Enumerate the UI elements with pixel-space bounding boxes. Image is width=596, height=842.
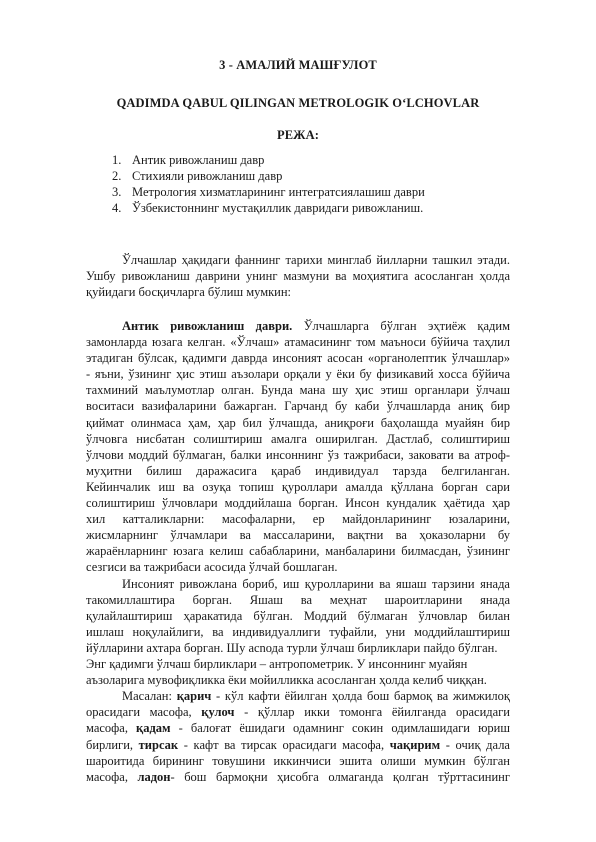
plan-item-number: 4. [112, 201, 122, 215]
text-line: жисмларнинг ўлчамлари ва массаларини, вақтни ва ҳоказоларни бу [86, 528, 510, 543]
text-line: замонларда юзага келган. «Ўлчаш» атамасининг том маъноси бўйича таҳлил [86, 335, 510, 350]
plan-item [112, 200, 425, 216]
text-line: Ўлчашлар ҳақидаги фаннинг тарихи минглаб йилларни ташкил этади. [122, 253, 510, 267]
plan-item [112, 152, 425, 168]
plan-item-number: 2. [112, 169, 122, 183]
plan-item-text: Ўзбекистоннинг мустақиллик давридаги ривожланиш. [132, 201, 424, 215]
plan-item [112, 168, 425, 184]
text-line: орасидаги масофа, қулоч - қўллар икки томонга ёйилганда орасидаги [86, 705, 510, 720]
text-line: Энг қадимги ўлчаш бирликлари – антропометрик. У инсоннинг муайян [86, 657, 468, 672]
term-qadam: қадам [136, 721, 171, 736]
paragraph-development [86, 576, 510, 689]
text-line: муҳитни билиш даражасига қараб индивидуал тарзда белгиланган. [86, 463, 510, 478]
text-line: шароитида бирининг товушини иккинчиси эшита олиши мумкин бўлган [86, 753, 510, 768]
text-line: масофа, ладон- бош бармоқни ҳисобга олмаганда қолган тўрттасининг [86, 769, 510, 784]
text-line: такомиллаштира борган. Яшаш ва меҳнат шароитларини янада [86, 592, 510, 607]
lesson-heading: 3 - АМАЛИЙ МАШҒУЛОТ [219, 58, 377, 72]
term-chaqirim: чақирим [389, 737, 441, 752]
text-line: Инсоният ривожлана бориб, иш қуролларини ва яшаш тарзини янада [122, 576, 510, 591]
text-line: қулайлаштириш ҳаракатида бўлган. Моддий бўлмаган ўлчовлар билан [86, 608, 510, 623]
text-line: йўлларини ахтара борган. Шу асnода турли ўлчаш бирликлари пайдо бўлган. [86, 640, 498, 655]
term-ladon: ладон [137, 769, 171, 784]
text-line: - яъни, ўзининг ҳис этиш аъзолари орқали у ёки бу физикавий хосса бўйича [86, 367, 510, 382]
plan-title: РЕЖА: [276, 128, 320, 142]
plan-list [112, 152, 425, 216]
text-line: ишлаш ноқулайлиги, ва индивидуаллиги туфайли, уни моддийлаштириш [86, 624, 510, 639]
plan-item [112, 184, 425, 200]
text-line: қиймат олинмаса ҳам, ҳар бил ўлчашда, аниқроғи баҳолашда муайян бир [86, 415, 510, 430]
text-line: хил катталикларни: масофаларни, ер майдонларининг юзаларини, [86, 512, 510, 527]
text-line: жараёнларнинг юзага келиш сабабларини, манбаларини билмасдан, ўзининг [86, 544, 510, 559]
term-tirsak: тирсак [138, 737, 179, 752]
term-qulach: қулоч [201, 705, 235, 720]
plan-item-text: Стихияли ривожланиш давр [132, 169, 283, 183]
text-line: ўлчовга нисбатан солиштириш амалга оширилган. Дастлаб, солиштириш [86, 431, 510, 446]
section-antique-period [86, 318, 510, 576]
plan-item-number: 1. [112, 153, 122, 167]
plan-item-number: 3. [112, 185, 122, 199]
text-line: Кейинчалик иш ва озуқа топиш қуроллари амалда қўллана борган сари [86, 479, 510, 494]
paragraph-examples [86, 688, 510, 785]
text-line: масофа, қадам - балоғат ёшидаги одамнинг сокин одимлашидаги юриш [86, 721, 510, 736]
text-line: Ушбу ривожланиш даврини унинг мазмуни ва моҳиятига асосланган ҳолда [86, 269, 510, 284]
topic-heading: QADIMDA QABUL QILINGAN METROLOGIK O‘LCHOVLAR [116, 96, 480, 110]
intro-paragraph [86, 252, 510, 300]
text-line: бирлиги, тирсак - кафт ва тирсак орасидаги масофа, чақирим - очиқ дала [86, 737, 510, 752]
text-line: аъзоларига мувофиқликка ёки мойилликка асосланган ҳолда келиб чиққан. [86, 673, 487, 688]
text-line: сезгиси ва тажрибаси асосида ўлчай бошлаган. [86, 560, 338, 575]
text-line: ўлчови моддий бўлмаган, балки инсоннинг ўз тажрибаси, заковати ва атроф- [86, 447, 510, 462]
text-line: қуйидаги босқичларга бўлиш мумкин: [86, 285, 292, 300]
text-line: солиштириш ўлчовлари моддийлаша борган. Инсон кундалик ҳаётида ҳар [86, 496, 510, 511]
text-line: тахминий маълумотлар олган. Бунда мана шу ҳис этиш органлари ўлчаш [86, 383, 510, 398]
plan-item-text: Антик ривожланиш давр [132, 153, 265, 167]
text-line: воситаси вазифаларини бажарган. Гарчанд бу каби ўлчашларда аниқ бир [86, 399, 510, 414]
text-line: этадиган бўлсак, қадимги даврда инсоният асосан «органолептик ўлчашлар» [86, 351, 510, 366]
plan-item-text: Метрология хизматларининг интегратсиялашиш даври [132, 185, 425, 199]
section-title: Антик ривожланиш даври. [122, 319, 293, 333]
text-line: Антик ривожланиш даври. Ўлчашларга бўлган эҳтиёж қадим [122, 319, 510, 333]
term-qarich: қарич [176, 689, 212, 704]
text-line: Масалан: қарич - кўл кафти ёйилган ҳолда бош бармоқ ва жимжилоқ [122, 689, 510, 704]
